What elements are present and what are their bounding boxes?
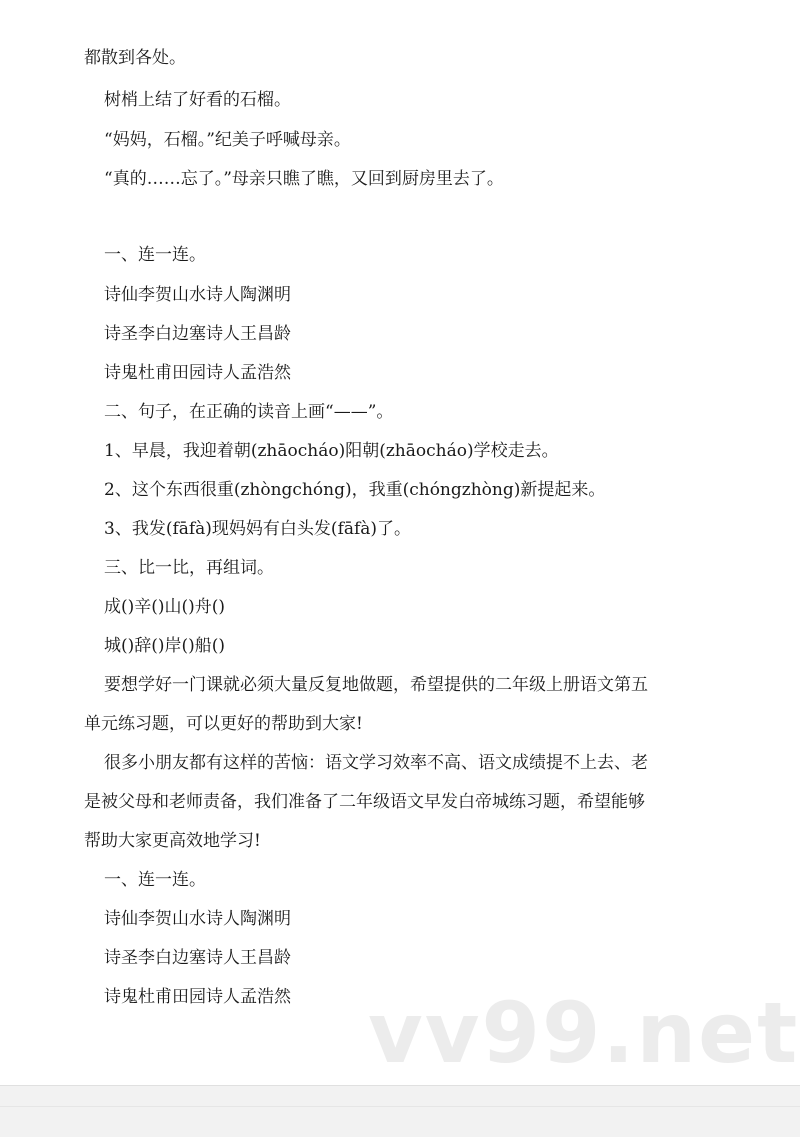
- paragraph-line: 诗仙李贺山水诗人陶渊明: [104, 285, 291, 305]
- paragraph-line: “妈妈，石榴。”纪美子呼喊母亲。: [104, 130, 351, 150]
- section-heading: 二、句子，在正确的读音上画“——”。: [104, 402, 394, 422]
- paragraph-line: “真的……忘了。”母亲只瞧了瞧，又回到厨房里去了。: [104, 169, 504, 189]
- page-bottom-bar: [0, 1085, 800, 1137]
- section-heading: 一、连一连。: [104, 245, 206, 265]
- paragraph-line: 2、这个东西很重(zhòngchóng)，我重(chóngzhòng)新提起来。: [104, 480, 606, 500]
- section-heading: 三、比一比，再组词。: [104, 558, 274, 578]
- watermark: vv99.net: [368, 984, 800, 1082]
- paragraph-line: 诗鬼杜甫田园诗人孟浩然: [104, 363, 291, 383]
- paragraph-line: 成()辛()山()舟(): [104, 597, 226, 617]
- paragraph-line: 1、早晨，我迎着朝(zhāocháo)阳朝(zhāocháo)学校走去。: [104, 441, 559, 461]
- paragraph-line: 3、我发(fāfà)现妈妈有白头发(fāfà)了。: [104, 519, 412, 539]
- paragraph-line: 诗仙李贺山水诗人陶渊明: [104, 909, 291, 929]
- paragraph-line: 诗圣李白边塞诗人王昌龄: [104, 324, 291, 344]
- paragraph-line: 诗鬼杜甫田园诗人孟浩然: [104, 987, 291, 1007]
- paragraph-line: 城()辞()岸()船(): [104, 636, 226, 656]
- paragraph-line: 要想学好一门课就必须大量反复地做题，希望提供的二年级上册语文第五: [104, 675, 648, 695]
- paragraph-line: 很多小朋友都有这样的苦恼：语文学习效率不高、语文成绩提不上去、老: [104, 753, 648, 773]
- section-heading: 一、连一连。: [104, 870, 206, 890]
- paragraph-line: 诗圣李白边塞诗人王昌龄: [104, 948, 291, 968]
- paragraph-line: 帮助大家更高效地学习!: [84, 831, 261, 851]
- paragraph-line: 都散到各处。: [84, 48, 186, 68]
- paragraph-line: 树梢上结了好看的石榴。: [104, 90, 291, 110]
- paragraph-line: 单元练习题，可以更好的帮助到大家!: [84, 714, 363, 734]
- paragraph-line: 是被父母和老师责备，我们准备了二年级语文早发白帝城练习题，希望能够: [84, 792, 645, 812]
